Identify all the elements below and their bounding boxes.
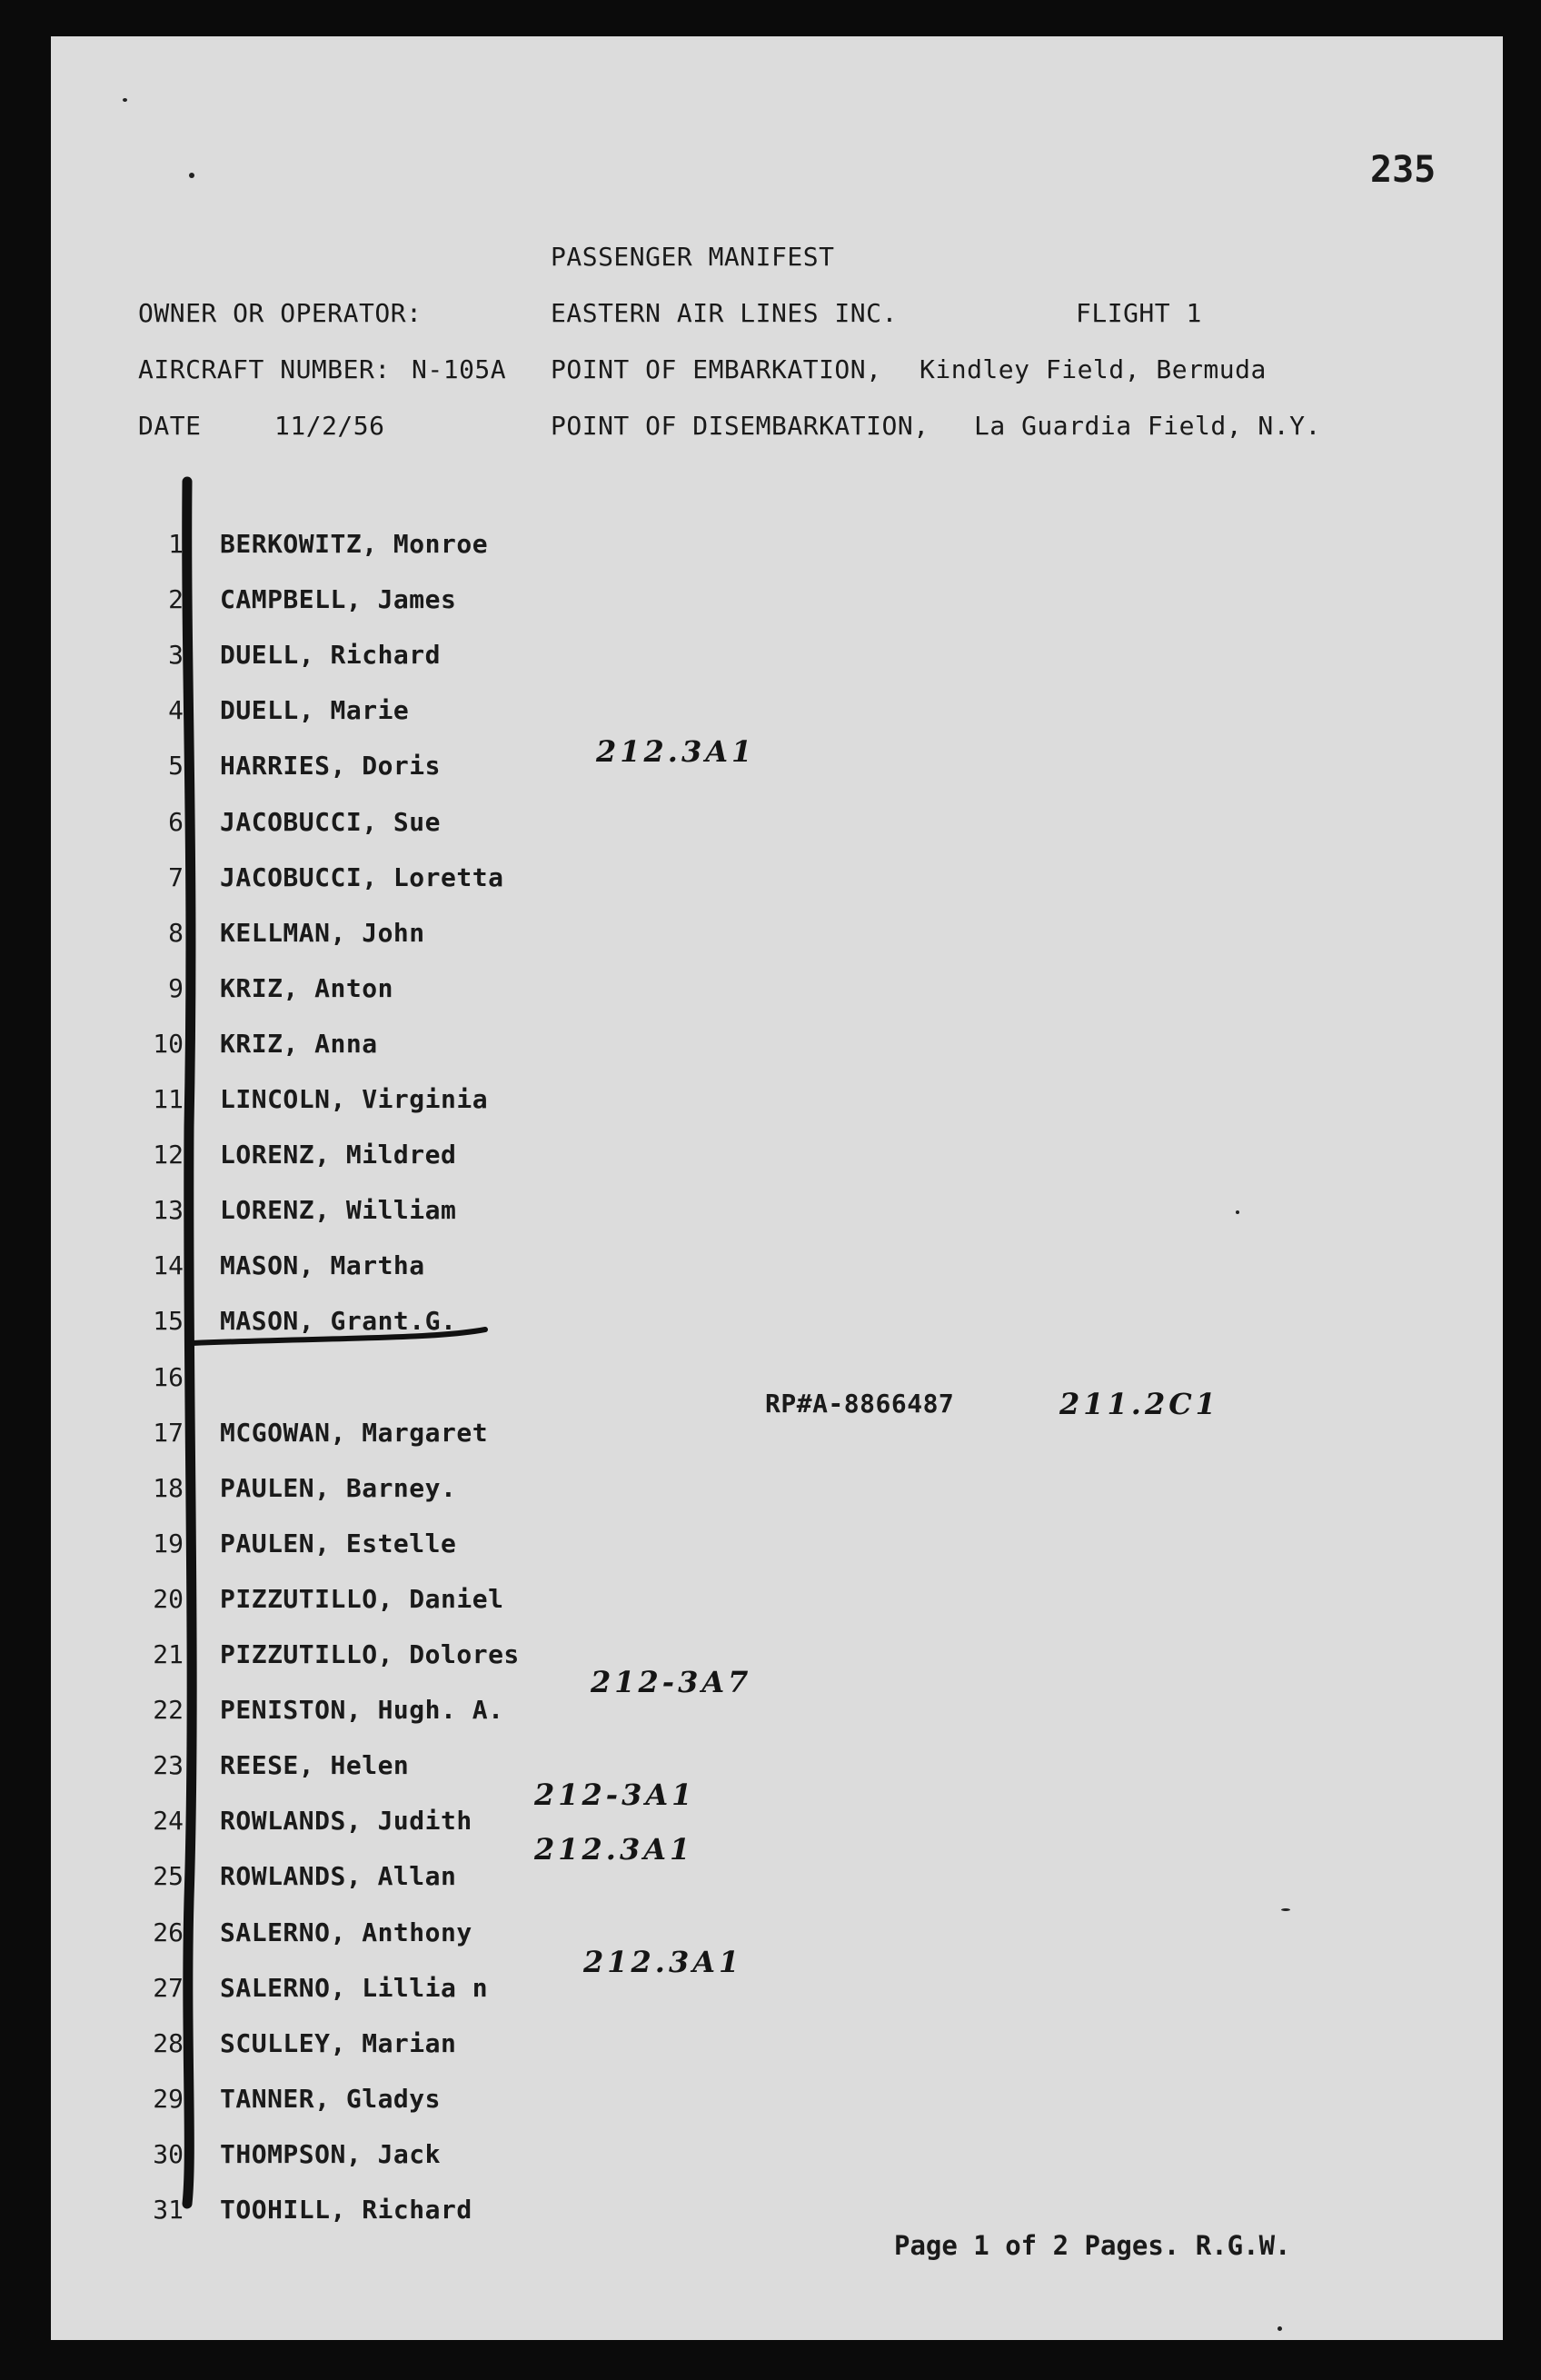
row-number: 18: [153, 1473, 184, 1503]
passenger-name: KELLMAN, John: [220, 918, 425, 948]
passenger-name: HARRIES, Doris: [220, 751, 442, 781]
row17-handwritten-code: 211.2C1: [1059, 1387, 1219, 1421]
passenger-name: MASON, Grant.G.: [220, 1306, 457, 1336]
row-number: 28: [153, 2028, 184, 2058]
aircraft-label: AIRCRAFT NUMBER:: [138, 354, 391, 384]
row24-handwritten-code: 212-3A1: [534, 1778, 696, 1812]
row-number: 10: [153, 1029, 184, 1059]
row-number: 21: [153, 1639, 184, 1669]
passenger-name: PIZZUTILLO, Dolores: [220, 1639, 520, 1669]
row-number: 3: [168, 640, 184, 670]
passenger-name: KRIZ, Anna: [220, 1029, 378, 1059]
passenger-name: LORENZ, Mildred: [220, 1140, 457, 1170]
passenger-name: PIZZUTILLO, Daniel: [220, 1584, 504, 1614]
row25-handwritten-code: 212.3A1: [534, 1832, 694, 1867]
disembarkation-label: POINT OF DISEMBARKATION,: [551, 411, 930, 441]
row-number: 6: [168, 807, 184, 837]
date-value: 11/2/56: [274, 411, 385, 441]
row-number: 7: [168, 862, 184, 892]
row-number: 30: [153, 2139, 184, 2169]
passenger-name: THOMPSON, Jack: [220, 2139, 442, 2169]
row-number: 19: [153, 1529, 184, 1558]
row5-handwritten-code: 212.3A1: [596, 734, 756, 769]
passenger-name: PENISTON, Hugh. A.: [220, 1695, 504, 1725]
aircraft-value: N-105A: [412, 354, 507, 384]
row-number: 4: [168, 695, 184, 725]
page-number: 235: [1370, 149, 1437, 191]
row-number: 27: [153, 1973, 184, 2003]
row-number: 11: [153, 1084, 184, 1114]
row-number: 16: [153, 1362, 184, 1392]
passenger-name: TOOHILL, Richard: [220, 2195, 472, 2225]
row-number: 8: [168, 918, 184, 948]
passenger-name: DUELL, Marie: [220, 695, 410, 725]
passenger-name: KRIZ, Anton: [220, 973, 393, 1003]
flight-label: FLIGHT 1: [1076, 298, 1202, 328]
embarkation-value: Kindley Field, Bermuda: [920, 354, 1267, 384]
disembarkation-value: La Guardia Field, N.Y.: [974, 411, 1321, 441]
row-number: 2: [168, 584, 184, 614]
passenger-name: TANNER, Gladys: [220, 2084, 442, 2114]
passenger-name: SCULLEY, Marian: [220, 2028, 457, 2058]
passenger-name: SALERNO, Lillia n: [220, 1973, 489, 2003]
passenger-name: PAULEN, Estelle: [220, 1529, 457, 1558]
row-number: 25: [153, 1861, 184, 1891]
passenger-name: LORENZ, William: [220, 1195, 457, 1225]
row-number: 14: [153, 1250, 184, 1280]
passenger-name: JACOBUCCI, Loretta: [220, 862, 504, 892]
owner-label: OWNER OR OPERATOR:: [138, 298, 423, 328]
passenger-name: JACOBUCCI, Sue: [220, 807, 442, 837]
row17-typed-reference: RP#A-8866487: [765, 1389, 955, 1419]
row-number: 1: [168, 529, 184, 559]
row-number: 15: [153, 1306, 184, 1336]
passenger-name: ROWLANDS, Judith: [220, 1806, 472, 1836]
passenger-name: MCGOWAN, Margaret: [220, 1418, 489, 1448]
passenger-name: PAULEN, Barney.: [220, 1473, 457, 1503]
passenger-name: ROWLANDS, Allan: [220, 1861, 457, 1891]
row-number: 23: [153, 1750, 184, 1780]
passenger-name: CAMPBELL, James: [220, 584, 457, 614]
date-label: DATE: [138, 411, 202, 441]
row-number: 29: [153, 2084, 184, 2114]
bracket-markings: [51, 36, 1503, 2340]
row-number: 9: [168, 973, 184, 1003]
dust-speck: [123, 98, 127, 102]
dust-speck: [1281, 1908, 1290, 1911]
passenger-name: DUELL, Richard: [220, 640, 442, 670]
passenger-name: LINCOLN, Virginia: [220, 1084, 489, 1114]
row-number: 22: [153, 1695, 184, 1725]
manifest-title: PASSENGER MANIFEST: [551, 242, 835, 272]
owner-value: EASTERN AIR LINES INC.: [551, 298, 898, 328]
embarkation-label: POINT OF EMBARKATION,: [551, 354, 882, 384]
row-number: 26: [153, 1917, 184, 1947]
row22-handwritten-code: 212-3A7: [591, 1665, 752, 1699]
dust-speck: [1236, 1210, 1239, 1214]
dust-speck: [1278, 2326, 1282, 2331]
passenger-name: SALERNO, Anthony: [220, 1917, 472, 1947]
row-number: 24: [153, 1806, 184, 1836]
row-number: 5: [168, 751, 184, 781]
row-number: 31: [153, 2195, 184, 2225]
row-number: 13: [153, 1195, 184, 1225]
dust-speck: [189, 173, 194, 178]
row-number: 17: [153, 1418, 184, 1448]
manifest-page: [51, 36, 1503, 2340]
row-number: 12: [153, 1140, 184, 1170]
passenger-name: MASON, Martha: [220, 1250, 425, 1280]
row27-handwritten-code: 212.3A1: [583, 1945, 743, 1979]
passenger-name: BERKOWITZ, Monroe: [220, 529, 489, 559]
row-number: 20: [153, 1584, 184, 1614]
row16-divider-line: [193, 1329, 485, 1343]
page-footer: Page 1 of 2 Pages. R.G.W.: [894, 2230, 1291, 2261]
passenger-name: REESE, Helen: [220, 1750, 410, 1780]
